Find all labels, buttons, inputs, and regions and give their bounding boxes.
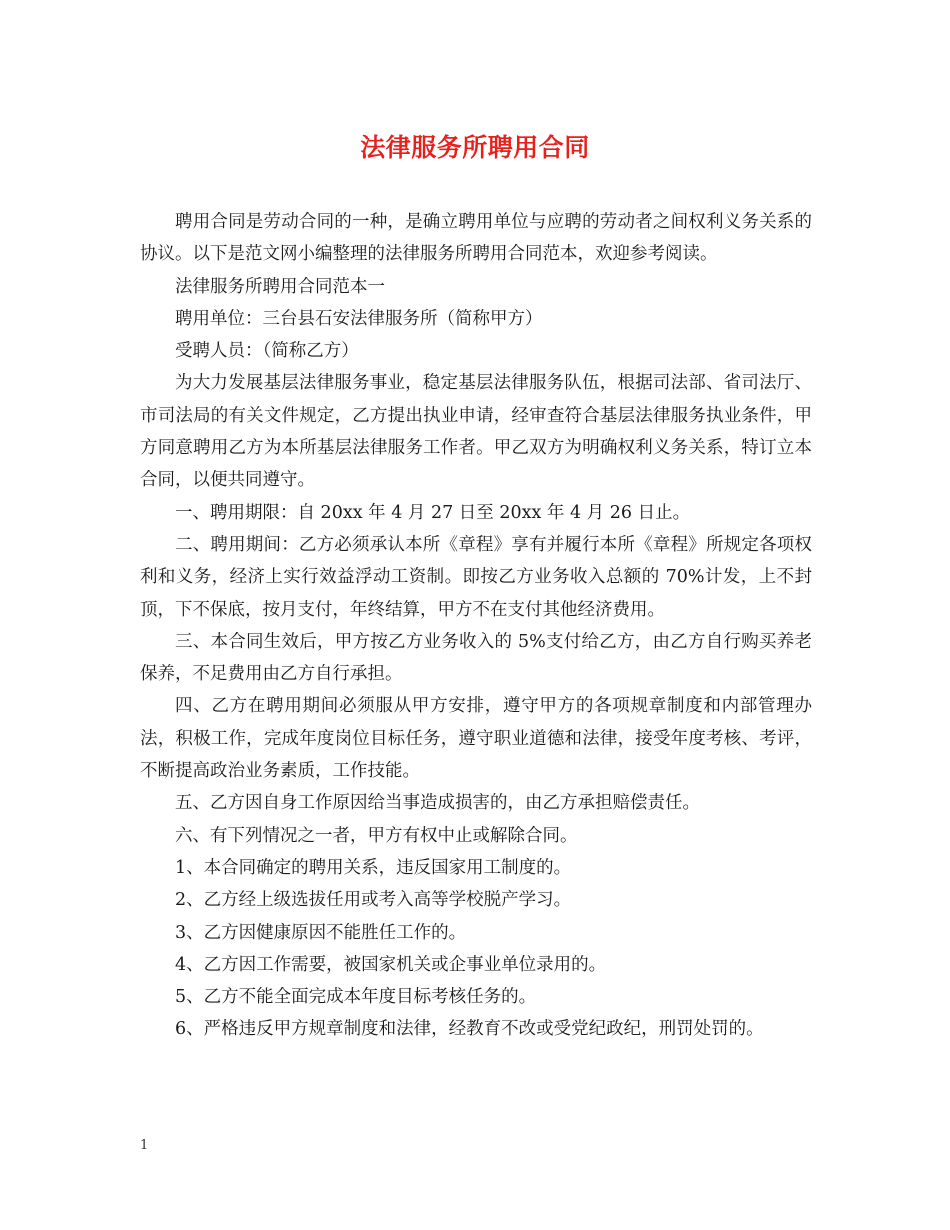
- paragraph-preamble: 为大力发展基层法律服务事业，稳定基层法律服务队伍，根据司法部、省司法厅、市司法局的有关文件规定，乙方提出执业申请，经审查符合基层法律服务执业条件，甲方同意聘用乙方为本所基层法律服务工作者。甲乙双方为明确权利义务关系，特订立本合同，以便共同遵守。: [140, 373, 812, 491]
- paragraph-sample-heading: 法律服务所聘用合同范本一: [175, 276, 385, 297]
- list-item: 5、乙方不能全面完成本年度目标考核任务的。: [175, 987, 537, 1008]
- page-number: 1: [140, 1138, 149, 1153]
- paragraph-clause-5: 五、乙方因自身工作原因给当事造成损害的，由乙方承担赔偿责任。: [175, 793, 700, 814]
- list-item: 2、乙方经上级选拔任用或考入高等学校脱产学习。: [175, 890, 572, 911]
- list-item: 4、乙方因工作需要，被国家机关或企事业单位录用的。: [175, 954, 607, 975]
- paragraph-clause-2: 二、聘用期间：乙方必须承认本所《章程》享有并履行本所《章程》所规定各项权利和义务，经济上实行效益浮动工资制。即按乙方业务收入总额的 70%计发，上不封顶，下不保底，按月支付，年终结算，甲方不在支付其他经济费用。: [140, 534, 812, 620]
- paragraph-clause-6: 六、有下列情况之一者，甲方有权中止或解除合同。: [175, 825, 578, 846]
- paragraph-employer: 聘用单位：三台县石安法律服务所（简称甲方）: [175, 308, 543, 329]
- paragraph-clause-1: 一、聘用期限：自 20xx 年 4 月 27 日至 20xx 年 4 月 26 日止。: [175, 502, 691, 523]
- list-item: 1、本合同确定的聘用关系，违反国家用工制度的。: [175, 857, 572, 878]
- paragraph-intro: 聘用合同是劳动合同的一种，是确立聘用单位与应聘的劳动者之间权利义务关系的协议。以下是范文网小编整理的法律服务所聘用合同范本，欢迎参考阅读。: [140, 212, 812, 265]
- page-title: 法律服务所聘用合同: [360, 133, 590, 162]
- paragraph-clause-4: 四、乙方在聘用期间必须服从甲方安排，遵守甲方的各项规章制度和内部管理办法，积极工作，完成年度岗位目标任务，遵守职业道德和法律，接受年度考核、考评，不断提高政治业务素质，工作技能。: [140, 696, 812, 782]
- list-item: 3、乙方因健康原因不能胜任工作的。: [175, 922, 467, 943]
- list-item: 6、严格违反甲方规章制度和法律，经教育不改或受党纪政纪，刑罚处罚的。: [175, 1019, 764, 1040]
- paragraph-clause-3: 三、本合同生效后，甲方按乙方业务收入的 5%支付给乙方，由乙方自行购买养老保养，不足费用由乙方自行承担。: [140, 631, 812, 685]
- paragraph-employee: 受聘人员：（简称乙方）: [175, 341, 359, 362]
- document-body: [140, 206, 812, 1046]
